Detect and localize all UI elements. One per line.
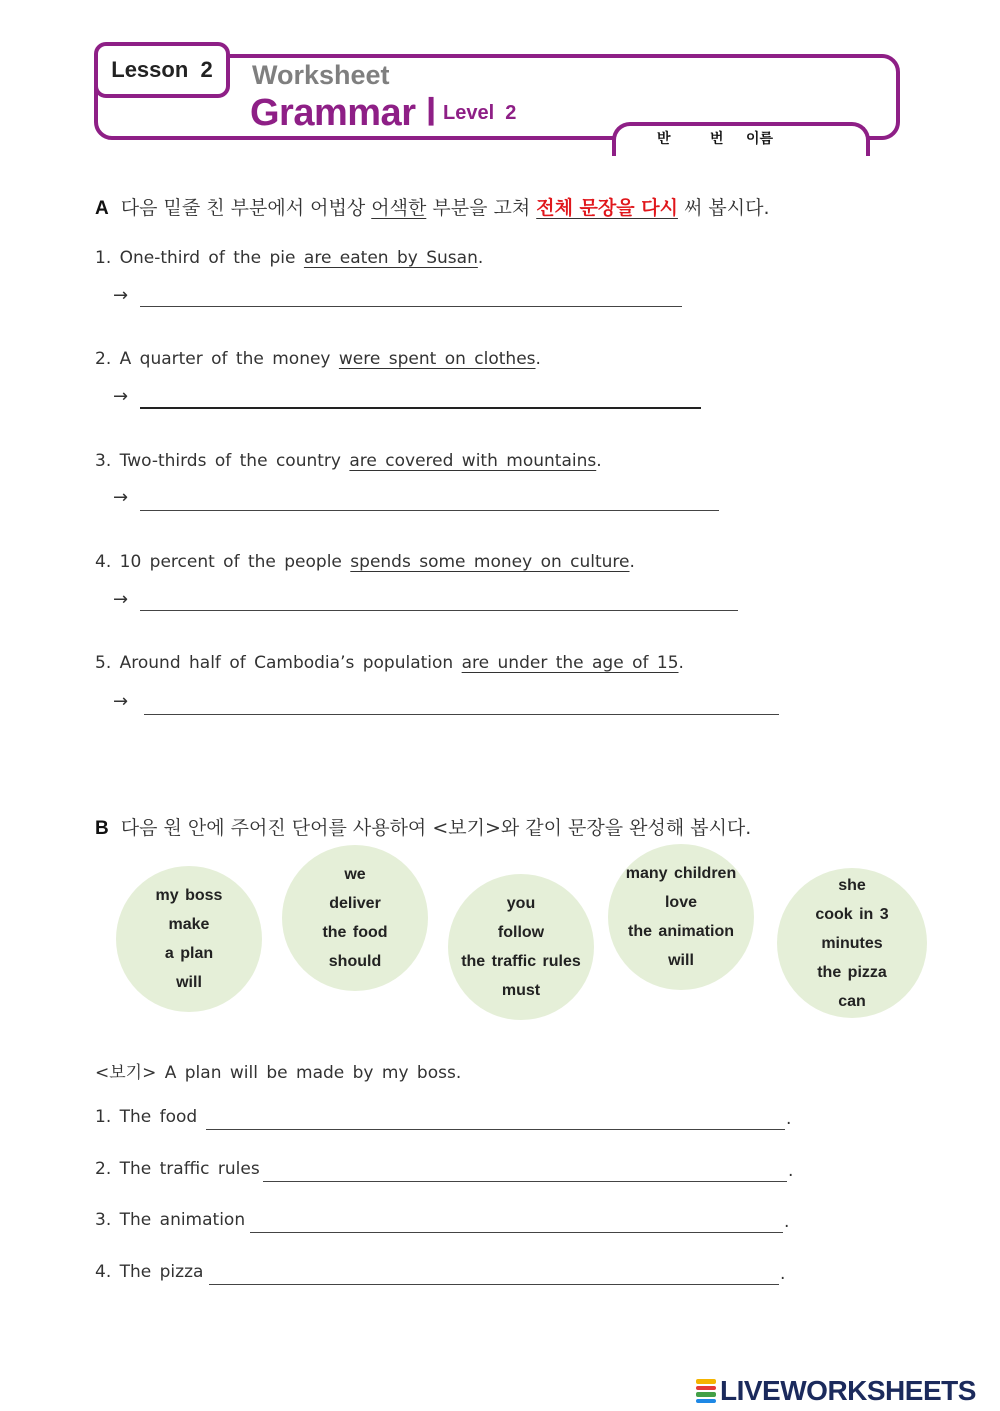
circle-word: minutes	[821, 934, 883, 952]
answer-line-a-4[interactable]	[140, 610, 738, 611]
circle-word: many children	[625, 865, 737, 882]
circle-word: my boss	[155, 887, 223, 904]
question-a-4	[95, 552, 635, 572]
answer-line-b-1[interactable]	[206, 1129, 785, 1130]
logo-bar	[696, 1379, 716, 1384]
word-circle-3	[448, 874, 594, 1020]
logo-bar	[696, 1386, 716, 1391]
arrow-icon: →	[113, 285, 129, 306]
arrow-icon: →	[113, 487, 129, 508]
instr-a-pre: 다음 밑줄 친 부분에서 어법상	[120, 197, 366, 219]
question-a-1	[95, 248, 483, 268]
question-end: .	[678, 653, 684, 673]
question-end: .	[629, 552, 635, 572]
end-period: .	[788, 1161, 794, 1181]
instr-b-text: 다음 원 안에 주어진 단어를 사용하여 <보기>와 같이 문장을 완성해 봅시다.	[120, 817, 752, 839]
lesson-label: Lesson 2	[111, 57, 213, 82]
end-period: .	[786, 1109, 792, 1129]
question-a-5	[95, 653, 684, 673]
example-sentence: <보기> A plan will be made by my boss.	[95, 1063, 462, 1083]
word-circle-4	[608, 844, 754, 990]
number-field-label: 번	[710, 131, 724, 147]
name-field-label: 이름	[746, 131, 774, 147]
question-underlined: are under the age of 15	[461, 653, 679, 673]
instr-a-underlined: 어색한	[371, 197, 427, 219]
question-end: .	[477, 248, 484, 268]
answer-line-a-2[interactable]	[140, 407, 701, 409]
answer-line-b-4[interactable]	[209, 1284, 779, 1285]
question-text: 4. 10 percent of the people	[95, 552, 342, 572]
arrow-icon: →	[113, 386, 129, 407]
liveworksheets-logo[interactable]	[696, 1376, 976, 1406]
logo-bar	[696, 1399, 716, 1404]
circle-word: the food	[322, 924, 388, 941]
question-text: 3. Two-thirds of the country	[95, 451, 341, 471]
section-a-letter: A	[95, 198, 109, 219]
circle-word: you	[506, 895, 536, 912]
end-period: .	[784, 1212, 790, 1232]
lesson-tab	[94, 42, 230, 98]
circle-word: we	[344, 866, 366, 883]
word-circle-2	[282, 845, 428, 991]
instr-a-highlight: 전체 문장을 다시	[536, 197, 678, 219]
name-tab	[612, 122, 870, 156]
answer-line-a-1[interactable]	[140, 306, 682, 307]
circle-word: the animation	[627, 923, 734, 940]
question-text: 2. A quarter of the money	[95, 349, 331, 369]
instr-a-mid: 부분을 고쳐	[432, 197, 531, 219]
word-circle-1	[116, 866, 262, 1012]
circle-word: must	[501, 982, 541, 999]
word-circle-5	[777, 868, 927, 1018]
instr-a-post: 써 봅시다.	[683, 197, 770, 219]
end-period: .	[780, 1264, 786, 1284]
level-label: Level 2	[443, 102, 517, 124]
circle-word: she	[838, 876, 866, 894]
question-b-3: 3. The animation	[95, 1210, 246, 1230]
circle-word: cook in 3	[815, 905, 889, 923]
question-underlined: spends some money on culture	[350, 552, 630, 572]
answer-line-b-3[interactable]	[250, 1232, 783, 1233]
answer-line-b-2[interactable]	[263, 1181, 787, 1182]
circle-word: can	[838, 992, 866, 1010]
question-text: 1. One-third of the pie	[95, 248, 296, 268]
question-b-1: 1. The food	[95, 1107, 198, 1127]
class-field-label: 반	[657, 131, 671, 147]
question-a-2	[95, 349, 541, 369]
circle-word: should	[328, 953, 382, 970]
arrow-icon: →	[113, 691, 129, 712]
circle-word: the pizza	[817, 963, 887, 981]
logo-bar	[696, 1392, 716, 1397]
circle-word: a plan	[164, 945, 214, 962]
question-underlined: were spent on clothes	[338, 349, 536, 369]
circle-word: will	[176, 974, 202, 991]
arrow-icon: →	[113, 589, 129, 610]
circle-word: will	[668, 952, 694, 969]
circle-word: love	[664, 894, 697, 911]
question-end: .	[596, 451, 602, 471]
question-b-4: 4. The pizza	[95, 1262, 204, 1282]
answer-line-a-3[interactable]	[140, 510, 719, 511]
question-a-3	[95, 451, 602, 471]
circle-word: make	[168, 916, 210, 933]
grammar-title: Grammar Ⅰ	[250, 92, 437, 134]
section-b-letter: B	[95, 818, 109, 839]
question-underlined: are covered with mountains	[349, 451, 597, 471]
question-end: .	[535, 349, 541, 369]
question-text: 5. Around half of Cambodia’s population	[95, 653, 454, 673]
answer-line-a-5[interactable]	[144, 714, 779, 715]
logo-mark-icon	[696, 1378, 716, 1404]
question-underlined: are eaten by Susan	[303, 248, 478, 268]
section-b-instruction	[95, 813, 751, 840]
circle-word: follow	[497, 924, 545, 941]
logo-text: LIVEWORKSHEETS	[720, 1375, 976, 1406]
worksheet-label: Worksheet	[252, 60, 390, 90]
section-a-instruction	[95, 193, 769, 220]
circle-word: deliver	[329, 895, 381, 912]
question-b-2: 2. The traffic rules	[95, 1159, 260, 1179]
circle-word: the traffic rules	[461, 953, 581, 970]
